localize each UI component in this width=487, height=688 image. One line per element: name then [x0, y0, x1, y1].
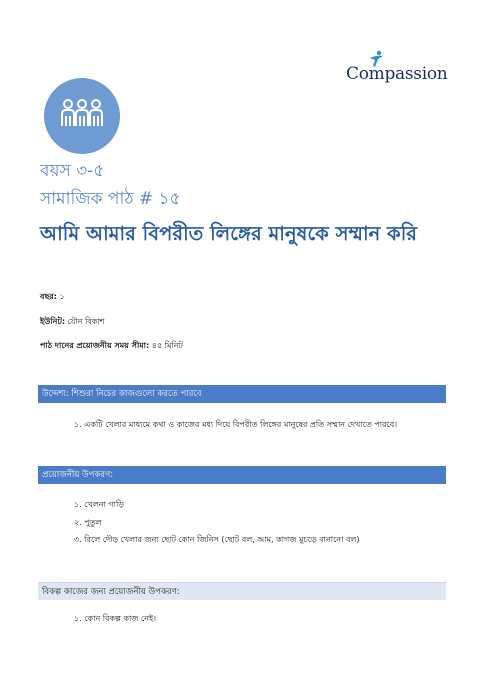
meta-time [40, 340, 183, 353]
meta-unit-value: যৌন বিকাশ [65, 317, 105, 326]
compassion-logo [346, 50, 446, 92]
meta-unit [40, 316, 104, 329]
lesson-number: সামাজিক পাঠ # ১৫ [40, 189, 181, 209]
meta-year [40, 291, 65, 304]
meta-unit-label: ইউনিট: [40, 317, 66, 326]
meta-year-label: বছর: [40, 292, 57, 301]
people-group-icon [44, 78, 120, 154]
materials-item: ২. পুতুল [74, 518, 102, 527]
materials-item: ১. খেলনা গাড়ি [74, 500, 124, 509]
meta-time-value: ৪৫ মিনিট [149, 341, 183, 350]
materials-item: ৩. রিলে দৌড় খেলার জন্য ছোট কোন জিনিস (ছোট বল, আম, কাগজ মুচড়ে বানানো বল) [74, 535, 360, 544]
logo-text: Compassion [346, 64, 448, 84]
age-range: বয়স ৩-৫ [40, 161, 105, 181]
objective-heading: উদ্দেশ্য: শিশুরা নিচের কাজগুলো করতে পারবে [38, 385, 446, 403]
alt-materials-item: ১. কোন বিকল্প কাজ নেই। [74, 614, 157, 623]
materials-heading: প্রয়োজনীয় উপকরণ: [38, 466, 446, 484]
meta-year-value: ১ [56, 292, 65, 301]
page-title: আমি আমার বিপরীত লিঙ্গের মানুষকে সম্মান করি [40, 222, 418, 245]
alt-materials-heading: বিকল্প কাজের জন্য প্রয়োজনীয় উপকরণ: [38, 582, 446, 600]
objective-item: ১. একটি খেলার মাধ্যমে কথা ও কাজের মধ্য দিয়ে বিপরীত লিঙ্গের মানুষের প্রতি সম্মান দেখাতে পারবে। [74, 420, 398, 429]
meta-time-label: পাঠ দানের প্রয়োজনীয় সময় সীমা: [40, 341, 150, 350]
